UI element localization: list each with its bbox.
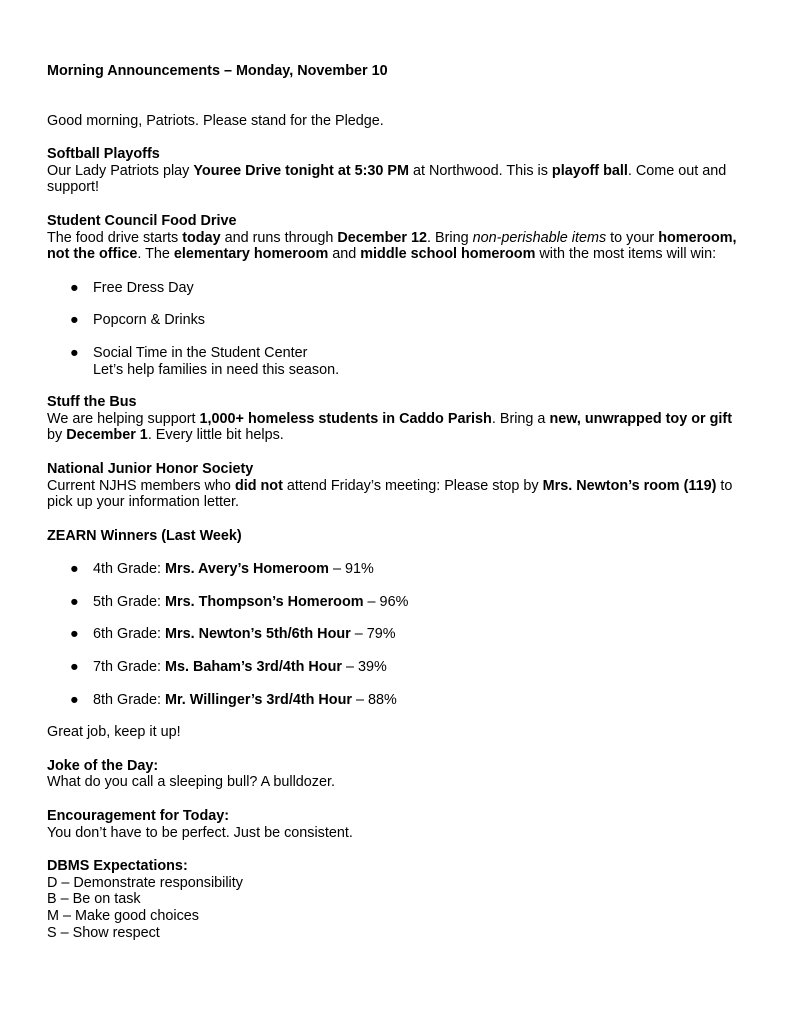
text-line — [47, 774, 737, 791]
italic-text: non-perishable items — [472, 229, 607, 246]
text-run: and — [328, 246, 361, 263]
bullet-icon: ● — [70, 561, 79, 578]
bold-text: Mr. Willinger’s 3rd/4th Hour — [165, 691, 352, 708]
bold-text: Mrs. Avery’s Homeroom — [165, 561, 329, 578]
bullet-icon: ● — [70, 312, 79, 329]
text-run: with the most items will win: — [535, 246, 717, 263]
announcement-section — [47, 394, 737, 444]
text-run: D – Demonstrate responsibility — [47, 874, 243, 891]
section-heading: Stuff the Bus — [47, 394, 137, 411]
announcement-section — [47, 758, 737, 791]
text-run: to your — [606, 229, 659, 246]
text-run: Our Lady Patriots play — [47, 162, 194, 179]
bold-text: Youree Drive tonight at 5:30 PM — [193, 162, 410, 179]
announcement-document — [47, 63, 737, 958]
text-run: . Bring — [427, 229, 473, 246]
text-run: Good morning, Patriots. Please stand for the Pledge. — [47, 112, 384, 129]
text-line — [47, 724, 737, 741]
announcement-section — [47, 858, 737, 941]
announcement-section — [47, 146, 737, 196]
section-heading: Encouragement for Today: — [47, 808, 230, 825]
list-item — [47, 659, 737, 676]
text-line — [47, 908, 737, 925]
bullet-icon: ● — [70, 659, 79, 676]
text-run: Popcorn & Drinks — [93, 312, 205, 329]
text-line — [47, 925, 737, 942]
text-run: attend Friday’s meeting: Please stop by — [282, 477, 543, 494]
bold-text: Ms. Baham’s 3rd/4th Hour — [165, 659, 342, 676]
text-line — [93, 659, 737, 676]
bold-text: homeroom, not the office — [47, 229, 737, 263]
list-item — [47, 692, 737, 709]
text-run: We are helping support — [47, 410, 200, 427]
text-run: 4th Grade: — [93, 561, 165, 578]
bold-text: Mrs. Newton’s 5th/6th Hour — [165, 626, 351, 643]
text-line — [47, 891, 737, 908]
text-run: by — [47, 427, 67, 444]
text-run: – 96% — [363, 593, 409, 610]
list-item — [47, 594, 737, 611]
bullet-icon: ● — [70, 691, 79, 708]
bullet-icon: ● — [70, 626, 79, 643]
bold-text: new, unwrapped toy or gift — [549, 410, 732, 427]
text-line — [93, 594, 737, 611]
bold-text: elementary homeroom — [173, 246, 329, 263]
text-line — [93, 561, 737, 578]
text-run: Let’s help families in need this season. — [93, 361, 340, 378]
text-line — [47, 411, 737, 444]
section-heading: ZEARN Winners (Last Week) — [47, 527, 242, 544]
text-line — [47, 875, 737, 892]
text-run: – 91% — [328, 561, 374, 578]
text-run: – 39% — [342, 659, 387, 676]
text-run: – 79% — [350, 626, 396, 643]
text-run: You don’t have to be perfect. Just be consistent. — [47, 824, 353, 841]
document-title: Morning Announcements – Monday, November 10 — [47, 63, 388, 79]
text-run: Great job, keep it up! — [47, 724, 181, 741]
text-run: to pick up your information letter. — [47, 477, 733, 511]
text-line — [93, 312, 737, 329]
announcement-section — [47, 461, 737, 511]
text-run: – 88% — [351, 691, 397, 708]
text-line — [47, 230, 737, 263]
bold-text: did not — [234, 477, 283, 494]
text-run: Social Time in the Student Center — [93, 344, 308, 361]
bullet-list — [47, 561, 737, 708]
text-run: The food drive starts — [47, 229, 183, 246]
announcement-section — [47, 808, 737, 841]
list-item — [47, 626, 737, 643]
text-run: What do you call a sleeping bull? A bulldozer. — [47, 774, 336, 791]
text-line — [93, 362, 737, 379]
bold-text: December 1 — [66, 427, 148, 444]
text-line — [93, 626, 737, 643]
announcement-section — [47, 213, 737, 263]
section-heading: DBMS Expectations: — [47, 858, 188, 875]
text-run: 6th Grade: — [93, 626, 165, 643]
list-item — [47, 280, 737, 297]
bold-text: December 12 — [337, 229, 427, 246]
announcement-section — [47, 528, 737, 545]
text-run: . Come out and support! — [47, 162, 727, 196]
text-run: S – Show respect — [47, 924, 160, 941]
section-heading: Joke of the Day: — [47, 757, 159, 774]
text-line — [47, 825, 737, 842]
text-run: . Bring a — [491, 410, 550, 427]
text-line — [47, 113, 737, 130]
text-run: Current NJHS members who — [47, 477, 235, 494]
bold-text: middle school homeroom — [360, 246, 536, 263]
paragraph — [47, 724, 737, 741]
bold-text: playoff ball — [551, 162, 628, 179]
section-heading: Softball Playoffs — [47, 146, 160, 163]
text-line — [93, 280, 737, 297]
section-heading: Student Council Food Drive — [47, 212, 237, 229]
text-line — [93, 345, 737, 362]
text-run: 8th Grade: — [93, 691, 165, 708]
text-run: 5th Grade: — [93, 593, 165, 610]
text-run: . The — [137, 246, 174, 263]
text-line — [47, 163, 737, 196]
bullet-icon: ● — [70, 344, 79, 361]
text-run: and runs through — [220, 229, 338, 246]
text-run: at Northwood. This is — [409, 162, 552, 179]
document-body — [47, 113, 737, 942]
text-run: Free Dress Day — [93, 279, 194, 296]
bold-text: today — [182, 229, 221, 246]
bold-text: Mrs. Newton’s room (119) — [542, 477, 717, 494]
bullet-icon: ● — [70, 593, 79, 610]
bold-text: 1,000+ homeless students in Caddo Parish — [199, 410, 492, 427]
list-item — [47, 312, 737, 329]
bold-text: Mrs. Thompson’s Homeroom — [165, 593, 364, 610]
paragraph — [47, 113, 737, 130]
section-heading: National Junior Honor Society — [47, 460, 254, 477]
text-run: 7th Grade: — [93, 659, 165, 676]
list-item — [47, 561, 737, 578]
text-run: B – Be on task — [47, 891, 141, 908]
text-line — [93, 692, 737, 709]
bullet-icon: ● — [70, 279, 79, 296]
text-run: M – Make good choices — [47, 908, 199, 924]
list-item — [47, 345, 737, 378]
text-run: . Every little bit helps. — [147, 427, 284, 444]
bullet-list — [47, 280, 737, 378]
text-line — [47, 478, 737, 511]
